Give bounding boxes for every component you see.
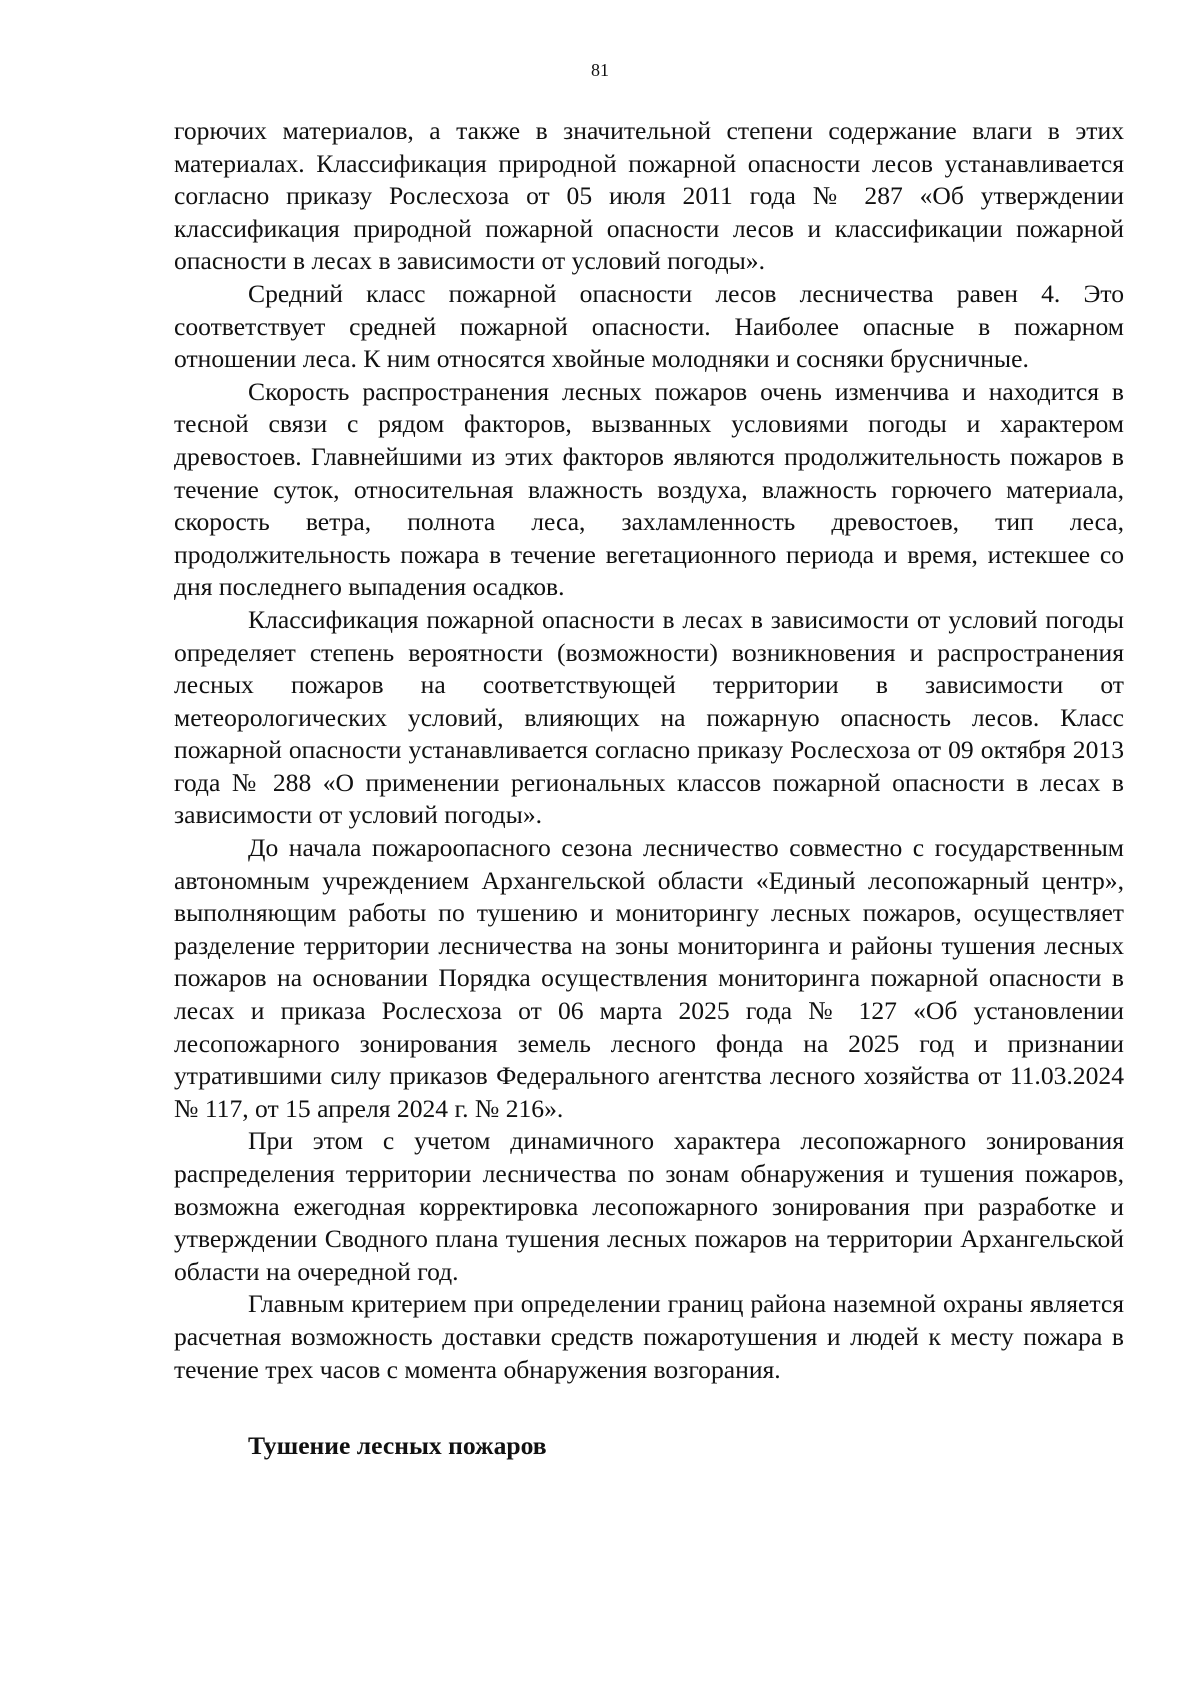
- document-body: [174, 115, 1124, 1463]
- paragraph-main-criterion: Главным критерием при определении границ района наземной охраны является расчетная возможность доставки средств пожаротушения и людей к месту пожара в течение трех часов с момента обнаружения возгорания.: [174, 1289, 1124, 1384]
- paragraph-zoning: До начала пожароопасного сезона лесничество совместно с государственным автономным учреждением Архангельской области «Единый лесопожарный центр», выполняющим работы по тушению и мониторингу лесных пожаров, осуществляет разделение территории лесничества на зоны мониторинга и районы тушения лесных пожаров на основании Порядка осуществления мониторинга пожарной опасности в лесах и приказа Рослесхоза от 06 марта 2025 года № 127 «Об установлении лесопожарного зонирования земель лесного фонда на 2025 год и признании утратившими силу приказов Федерального агентства лесного хозяйства от 11.03.2024 № 117, от 15 апреля 2024 г. № 216».: [174, 833, 1124, 1123]
- paragraph-continuation: горючих материалов, а также в значительной степени содержание влаги в этих материалах. Классификация природной пожарной опасности лесов устанавливается согласно приказу Рослесхоза от 05 июля 2011 года № 287 «Об утверждении классификация природной пожарной опасности лесов и классификации пожарной опасности в лесах в зависимости от условий погоды».: [174, 116, 1124, 276]
- paragraph-fire-spread-speed: Скорость распространения лесных пожаров очень изменчива и находится в тесной связи с рядом факторов, вызванных условиями погоды и характером древостоев. Главнейшими из этих факторов являются продолжительность пожаров в течение суток, относительная влажность воздуха, влажность горючего материала, скорость ветра, полнота леса, захламленность древостоев, тип леса, продолжительность пожара в течение вегетационного периода и время, истекшее со дня последнего выпадения осадков.: [174, 376, 1124, 602]
- paragraph-weather-classification: Классификация пожарной опасности в лесах в зависимости от условий погоды определяет степень вероятности (возможности) возникновения и распространения лесных пожаров на соответствующей территории в зависимости от метеорологических условий, влияющих на пожарную опасность лесов. Класс пожарной опасности устанавливается согласно приказу Рослесхоза от 09 октября 2013 года № 288 «О применении региональных классов пожарной опасности в лесах в зависимости от условий погоды».: [174, 604, 1124, 830]
- page-number: 81: [591, 60, 609, 80]
- section-heading: Тушение лесных пожаров: [248, 1431, 547, 1461]
- paragraph-zoning-correction: При этом с учетом динамичного характера лесопожарного зонирования распределения территории лесничества по зонам обнаружения и тушения пожаров, возможна ежегодная корректировка лесопожарного зонирования при разработке и утверждении Сводного плана тушения лесных пожаров на территории Архангельской области на очередной год.: [174, 1126, 1124, 1286]
- paragraph-fire-danger-class: Средний класс пожарной опасности лесов лесничества равен 4. Это соответствует средней пожарной опасности. Наиболее опасные в пожарном отношении леса. К ним относятся хвойные молодняки и сосняки брусничные.: [174, 278, 1124, 374]
